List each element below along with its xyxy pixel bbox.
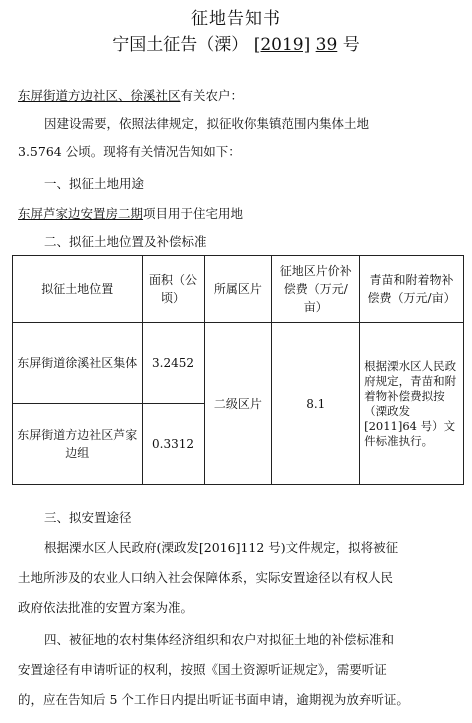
table-header-row <box>13 256 464 323</box>
intro-line-2: 3.5764 公顷。现将有关情况告知如下： <box>18 144 241 159</box>
row-location: 东屏街道徐溪社区集体 <box>13 323 143 404</box>
row-location: 东屏街道方边社区芦家边组 <box>13 404 143 485</box>
addressee-line <box>18 86 243 104</box>
document-title: 征地告知书 <box>191 9 281 29</box>
project-use: 项目用于住宅用地 <box>143 206 244 221</box>
row-area: 3.2452 <box>142 323 204 404</box>
section-3-line-2: 土地所涉及的农业人口纳入社会保障体系，实际安置途径以有权人民 <box>18 570 394 585</box>
section-3-heading: 三、拟安置途径 <box>44 510 132 525</box>
doc-number-year: [2019] <box>253 35 311 55</box>
header-location: 拟征土地位置 <box>13 256 143 323</box>
section-1-heading: 一、拟征土地用途 <box>44 176 145 191</box>
section-4-line-3: 的，应在告知后 5 个工作日内提出听证书面申请，逾期视为放弃听证。 <box>18 692 409 707</box>
intro-line-1: 因建设需要，依照法律规定，拟征收你集镇范围内集体土地 <box>44 116 370 131</box>
header-crop-compensation: 青苗和附着物补偿费（万元/亩） <box>360 256 464 323</box>
crop-compensation-note: 根据溧水区人民政府规定，青苗和附着物补偿费拟按（溧政发[2011]64 号）文件标准执行。 <box>360 323 464 485</box>
row-area: 0.3312 <box>142 404 204 485</box>
addressee-communities: 东屏街道方边社区、徐溪社区 <box>18 88 181 103</box>
doc-number-value: 39 <box>315 35 338 55</box>
section-2-heading: 二、拟征土地位置及补偿标准 <box>44 234 207 249</box>
table-row <box>13 323 464 404</box>
section-4-line-2: 安置途径有申请听证的权利，按照《国土资源听证规定》，需要听证 <box>18 662 387 677</box>
section-4-line-1: 四、被征地的农村集体经济组织和农户对拟征土地的补偿标准和 <box>44 632 395 647</box>
header-area: 面积（公顷） <box>142 256 204 323</box>
doc-number-prefix: 宁国土征告（溧） <box>112 35 249 55</box>
section-3-line-3: 政府依法批准的安置方案为准。 <box>18 600 194 615</box>
document-number <box>0 30 472 55</box>
zone-cell: 二级区片 <box>204 323 272 485</box>
header-price: 征地区片价补偿费（万元/亩） <box>272 256 360 323</box>
section-1-text <box>18 204 243 222</box>
compensation-table <box>12 255 464 485</box>
addressee-rest: 有关农户： <box>180 88 244 103</box>
doc-number-suffix: 号 <box>342 35 360 55</box>
project-name: 东屏芦家边安置房二期 <box>18 206 144 221</box>
price-cell: 8.1 <box>272 323 360 485</box>
section-3-line-1: 根据溧水区人民政府(溧政发[2016]112 号)文件规定，拟将被征 <box>44 540 399 555</box>
header-zone: 所属区片 <box>204 256 272 323</box>
